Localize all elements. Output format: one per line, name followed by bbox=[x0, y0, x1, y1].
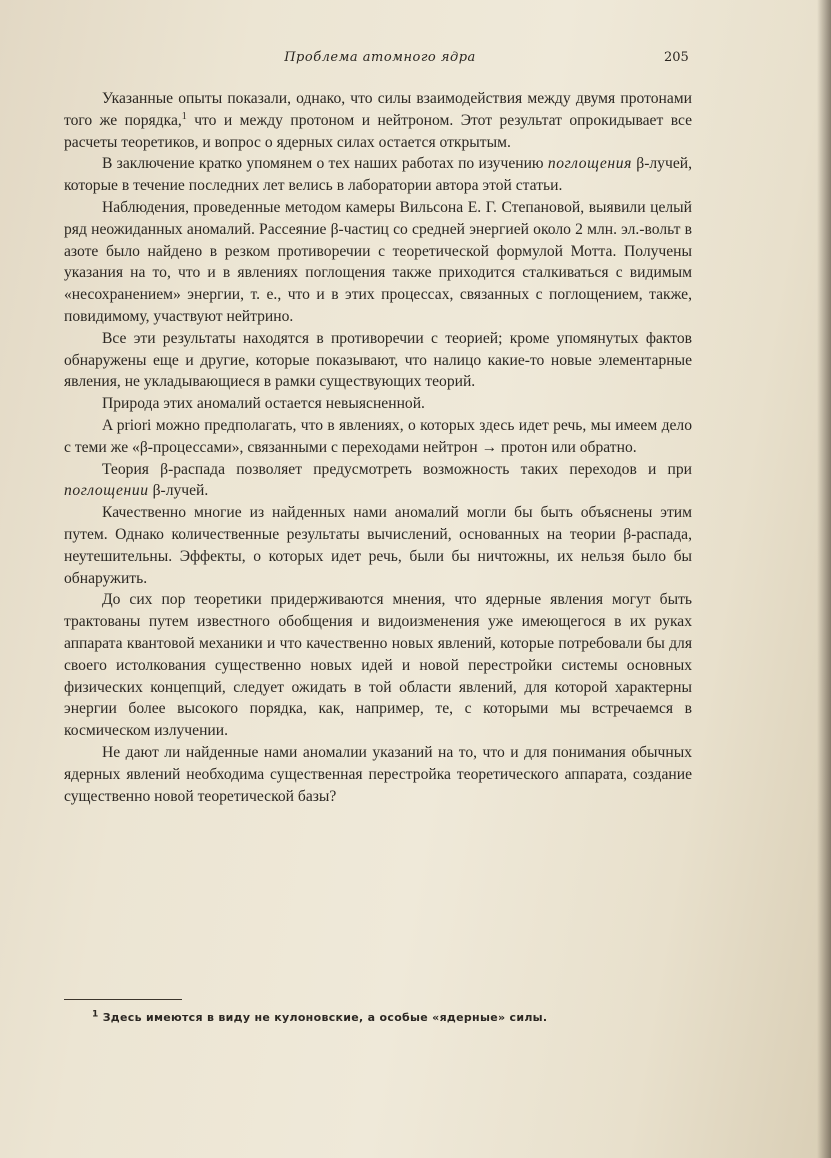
footnote-reference: 1 bbox=[181, 110, 187, 122]
page-header bbox=[0, 50, 831, 72]
paragraph-9: До сих пор теоретики придерживаются мнения, что ядерные явления могут быть трактованы путем известного обобщения и видоизменения уже имеющегося в их руках аппарата квантовой механики и что качественно новых явлений, которые потребовали бы для своего истолкования существенно новых идей и новой перестройки системы основных физических концепций, следует ожидать в той области явлений, для которой характерны энергии более высокого порядка, как, например, те, с которыми мы встречаемся в космическом излучении. bbox=[64, 591, 692, 740]
footnote-mark: 1 bbox=[92, 1009, 99, 1020]
paragraph-1-text-b: что и между протоном и нейтроном. Этот результат опрокидывает все расчеты теоретиков, и вопрос о ядерных силах остается открытым. bbox=[64, 111, 693, 151]
paragraph-10: Не дают ли найденные нами аномалии указаний на то, что и для понимания обычных ядерных явлений необходима существенная перестройка теоретического аппарата, создание существенно новой теоретической базы? bbox=[64, 743, 692, 805]
footnote-text: Здесь имеются в виду не кулоновские, а особые «ядерные» силы. bbox=[98, 1011, 548, 1024]
paragraph-2-text-b: β-лучей, которые в течение последних лет велись в лаборатории автора этой статьи. bbox=[64, 155, 692, 195]
paragraph-1-text-a: Указанные опыты показали, однако, что силы взаимодействия между двумя протонами того же порядка, bbox=[64, 90, 692, 129]
paragraph-4: Все эти результаты находятся в противоречии с теорией; кроме упомянутых фактов обнаружены еще и другие, которые показывают, что налицо какие-то новые элементарные явления, не укладывающиеся в рамки существующих теорий. bbox=[64, 329, 692, 391]
footnote-divider bbox=[64, 999, 182, 1000]
paragraph-2-text-a: В заключение кратко упомянем о тех наших работах по изучению bbox=[102, 155, 548, 173]
page-number: 205 bbox=[664, 50, 689, 65]
paragraph-7 bbox=[64, 459, 692, 503]
running-title: Проблема атомного ядра bbox=[284, 50, 476, 65]
body-text bbox=[64, 88, 692, 807]
paragraph-1 bbox=[64, 88, 692, 153]
paragraph-6: A priori можно предполагать, что в явлениях, о которых здесь идет речь, мы имеем дело с теми же «β-процессами», связанными с переходами нейтрон → протон или обратно. bbox=[64, 416, 692, 456]
footnote bbox=[92, 1011, 692, 1024]
paragraph-5: Природа этих аномалий остается невыясненной. bbox=[102, 395, 425, 413]
paragraph-2-emphasis: поглощения bbox=[547, 155, 632, 173]
paragraph-3: Наблюдения, проведенные методом камеры Вильсона Е. Г. Степановой, выявили целый ряд неожиданных аномалий. Рассеяние β-частиц со средней энергией около 2 млн. эл.-вольт в азоте было найдено в резком противоречии с теоретической формулой Мотта. Получены указания на то, что и в явлениях поглощения также приходится сталкиваться с видимым «несохранением» энергии, т. е., что и в этих процессах, связанных с поглощением, также, повидимому, участвуют нейтрино. bbox=[64, 198, 692, 325]
paragraph-7-text-b: β-лучей. bbox=[148, 482, 209, 500]
paragraph-7-text-a: Теория β-распада позволяет предусмотреть возможность таких переходов и при bbox=[102, 460, 692, 478]
paragraph-7-emphasis: поглощении bbox=[64, 482, 149, 500]
paragraph-8: Качественно многие из найденных нами аномалий могли бы быть объяснены этим путем. Однако количественные результаты вычислений, основанных на теории β-распада, неутешительны. Эффекты, о которых идет речь, были бы ничтожны, их нельзя было бы обнаружить. bbox=[64, 504, 692, 587]
paragraph-2 bbox=[64, 153, 692, 197]
